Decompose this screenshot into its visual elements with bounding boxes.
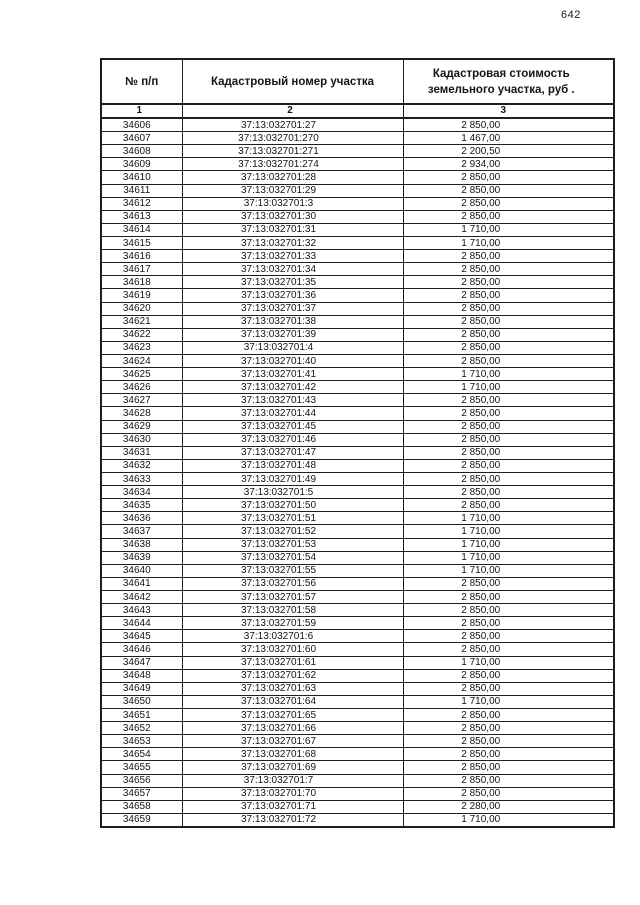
table-row <box>101 302 614 315</box>
row-number-cell: 34612 <box>101 197 182 210</box>
row-number-cell: 34610 <box>101 171 182 184</box>
cadastral-value-cell: 2 280,00 <box>403 800 614 813</box>
table-row <box>101 682 614 695</box>
header-cadastral-number: Кадастровый номер участка <box>182 59 403 104</box>
cadastral-number-cell: 37:13:032701:54 <box>182 551 403 564</box>
table-row <box>101 223 614 236</box>
cadastral-value-cell: 2 850,00 <box>403 459 614 472</box>
row-number-cell: 34628 <box>101 407 182 420</box>
cadastral-number-cell: 37:13:032701:34 <box>182 263 403 276</box>
table-row <box>101 499 614 512</box>
table-row <box>101 446 614 459</box>
row-number-cell: 34619 <box>101 289 182 302</box>
cadastral-value-cell: 2 850,00 <box>403 446 614 459</box>
column-number-1: 1 <box>101 104 182 118</box>
row-number-cell: 34646 <box>101 643 182 656</box>
cadastral-number-cell: 37:13:032701:68 <box>182 748 403 761</box>
cadastral-value-cell: 2 850,00 <box>403 499 614 512</box>
cadastral-number-cell: 37:13:032701:67 <box>182 735 403 748</box>
cadastral-value-cell: 2 850,00 <box>403 486 614 499</box>
cadastral-value-cell: 2 850,00 <box>403 328 614 341</box>
cadastral-value-cell: 2 850,00 <box>403 420 614 433</box>
row-number-cell: 34617 <box>101 263 182 276</box>
cadastral-value-cell: 2 850,00 <box>403 276 614 289</box>
cadastral-number-cell: 37:13:032701:36 <box>182 289 403 302</box>
cadastral-number-cell: 37:13:032701:59 <box>182 617 403 630</box>
table-row <box>101 433 614 446</box>
cadastral-value-cell: 2 850,00 <box>403 263 614 276</box>
cadastral-number-cell: 37:13:032701:62 <box>182 669 403 682</box>
table-row <box>101 761 614 774</box>
row-number-cell: 34623 <box>101 341 182 354</box>
cadastral-number-cell: 37:13:032701:49 <box>182 472 403 485</box>
cadastral-number-cell: 37:13:032701:7 <box>182 774 403 787</box>
row-number-cell: 34644 <box>101 617 182 630</box>
cadastral-value-cell: 2 850,00 <box>403 774 614 787</box>
cadastral-value-cell: 2 850,00 <box>403 735 614 748</box>
row-number-cell: 34643 <box>101 604 182 617</box>
cadastral-value-cell: 2 850,00 <box>403 630 614 643</box>
row-number-cell: 34608 <box>101 145 182 158</box>
cadastral-value-cell: 2 850,00 <box>403 250 614 263</box>
cadastral-value-cell: 1 710,00 <box>403 512 614 525</box>
cadastral-number-cell: 37:13:032701:48 <box>182 459 403 472</box>
table-row <box>101 748 614 761</box>
table-row <box>101 315 614 328</box>
row-number-cell: 34637 <box>101 525 182 538</box>
row-number-cell: 34648 <box>101 669 182 682</box>
row-number-cell: 34632 <box>101 459 182 472</box>
row-number-cell: 34611 <box>101 184 182 197</box>
row-number-cell: 34657 <box>101 787 182 800</box>
row-number-cell: 34630 <box>101 433 182 446</box>
table-row <box>101 813 614 827</box>
cadastral-value-cell: 1 710,00 <box>403 525 614 538</box>
cadastral-value-cell: 2 850,00 <box>403 407 614 420</box>
cadastral-number-cell: 37:13:032701:271 <box>182 145 403 158</box>
cadastral-number-cell: 37:13:032701:55 <box>182 564 403 577</box>
cadastral-number-cell: 37:13:032701:29 <box>182 184 403 197</box>
cadastral-value-cell: 2 850,00 <box>403 394 614 407</box>
cadastral-value-cell: 2 850,00 <box>403 210 614 223</box>
row-number-cell: 34629 <box>101 420 182 433</box>
column-number-3: 3 <box>403 104 614 118</box>
cadastral-number-cell: 37:13:032701:6 <box>182 630 403 643</box>
row-number-cell: 34627 <box>101 394 182 407</box>
cadastral-number-cell: 37:13:032701:65 <box>182 708 403 721</box>
cadastral-number-cell: 37:13:032701:64 <box>182 695 403 708</box>
row-number-cell: 34640 <box>101 564 182 577</box>
table-row <box>101 184 614 197</box>
cadastral-value-cell: 1 710,00 <box>403 564 614 577</box>
cadastral-table <box>100 58 615 828</box>
cadastral-value-cell: 1 710,00 <box>403 223 614 236</box>
table-row <box>101 722 614 735</box>
row-number-cell: 34651 <box>101 708 182 721</box>
header-cadastral-value-line1: Кадастровая стоимость <box>432 67 570 80</box>
row-number-cell: 34654 <box>101 748 182 761</box>
cadastral-number-cell: 37:13:032701:58 <box>182 604 403 617</box>
cadastral-number-cell: 37:13:032701:43 <box>182 394 403 407</box>
cadastral-value-cell: 2 850,00 <box>403 197 614 210</box>
cadastral-value-cell: 2 850,00 <box>403 748 614 761</box>
cadastral-number-cell: 37:13:032701:63 <box>182 682 403 695</box>
header-cadastral-value <box>403 59 614 104</box>
column-number-2: 2 <box>182 104 403 118</box>
row-number-cell: 34658 <box>101 800 182 813</box>
cadastral-number-cell: 37:13:032701:60 <box>182 643 403 656</box>
table-row <box>101 381 614 394</box>
header-cadastral-value-line2: земельного участка, руб . <box>427 83 575 96</box>
row-number-cell: 34642 <box>101 590 182 603</box>
cadastral-number-cell: 37:13:032701:27 <box>182 118 403 132</box>
cadastral-number-cell: 37:13:032701:30 <box>182 210 403 223</box>
page-number: 642 <box>561 9 581 21</box>
cadastral-number-cell: 37:13:032701:52 <box>182 525 403 538</box>
table-row <box>101 669 614 682</box>
row-number-cell: 34614 <box>101 223 182 236</box>
table-row <box>101 145 614 158</box>
table-row <box>101 368 614 381</box>
table-row <box>101 394 614 407</box>
table-row <box>101 250 614 263</box>
cadastral-number-cell: 37:13:032701:3 <box>182 197 403 210</box>
cadastral-value-cell: 2 850,00 <box>403 708 614 721</box>
row-number-cell: 34656 <box>101 774 182 787</box>
cadastral-number-cell: 37:13:032701:37 <box>182 302 403 315</box>
row-number-cell: 34626 <box>101 381 182 394</box>
row-number-cell: 34616 <box>101 250 182 263</box>
table-row <box>101 132 614 145</box>
cadastral-value-cell: 1 467,00 <box>403 132 614 145</box>
table-row <box>101 656 614 669</box>
cadastral-value-cell: 1 710,00 <box>403 551 614 564</box>
table-row <box>101 774 614 787</box>
row-number-cell: 34624 <box>101 355 182 368</box>
cadastral-value-cell: 2 850,00 <box>403 472 614 485</box>
cadastral-value-cell: 2 850,00 <box>403 590 614 603</box>
table-row <box>101 787 614 800</box>
cadastral-value-cell: 1 710,00 <box>403 538 614 551</box>
cadastral-number-cell: 37:13:032701:28 <box>182 171 403 184</box>
cadastral-number-cell: 37:13:032701:42 <box>182 381 403 394</box>
table-row <box>101 695 614 708</box>
table-row <box>101 617 614 630</box>
row-number-cell: 34607 <box>101 132 182 145</box>
table-row <box>101 355 614 368</box>
cadastral-number-cell: 37:13:032701:38 <box>182 315 403 328</box>
cadastral-value-cell: 2 850,00 <box>403 118 614 132</box>
cadastral-value-cell: 2 200,50 <box>403 145 614 158</box>
row-number-cell: 34645 <box>101 630 182 643</box>
cadastral-value-cell: 2 850,00 <box>403 184 614 197</box>
row-number-cell: 34652 <box>101 722 182 735</box>
cadastral-number-cell: 37:13:032701:69 <box>182 761 403 774</box>
cadastral-number-cell: 37:13:032701:50 <box>182 499 403 512</box>
table-header-row <box>101 59 614 104</box>
row-number-cell: 34649 <box>101 682 182 695</box>
table-row <box>101 800 614 813</box>
cadastral-value-cell: 1 710,00 <box>403 381 614 394</box>
cadastral-value-cell: 1 710,00 <box>403 656 614 669</box>
cadastral-number-cell: 37:13:032701:53 <box>182 538 403 551</box>
cadastral-number-cell: 37:13:032701:71 <box>182 800 403 813</box>
cadastral-value-cell: 2 850,00 <box>403 433 614 446</box>
table-row <box>101 472 614 485</box>
table-row <box>101 158 614 171</box>
table-row <box>101 708 614 721</box>
table-header <box>101 59 614 118</box>
cadastral-number-cell: 37:13:032701:32 <box>182 237 403 250</box>
row-number-cell: 34641 <box>101 577 182 590</box>
table-row <box>101 237 614 250</box>
row-number-cell: 34634 <box>101 486 182 499</box>
cadastral-number-cell: 37:13:032701:33 <box>182 250 403 263</box>
table-row <box>101 420 614 433</box>
row-number-cell: 34613 <box>101 210 182 223</box>
cadastral-number-cell: 37:13:032701:270 <box>182 132 403 145</box>
table-row <box>101 197 614 210</box>
row-number-cell: 34633 <box>101 472 182 485</box>
row-number-cell: 34650 <box>101 695 182 708</box>
row-number-cell: 34621 <box>101 315 182 328</box>
row-number-cell: 34647 <box>101 656 182 669</box>
table-row <box>101 210 614 223</box>
table-row <box>101 118 614 132</box>
row-number-cell: 34639 <box>101 551 182 564</box>
cadastral-number-cell: 37:13:032701:57 <box>182 590 403 603</box>
cadastral-value-cell: 2 850,00 <box>403 787 614 800</box>
cadastral-number-cell: 37:13:032701:61 <box>182 656 403 669</box>
cadastral-value-cell: 2 850,00 <box>403 341 614 354</box>
table-row <box>101 328 614 341</box>
table-row <box>101 263 614 276</box>
table-row <box>101 276 614 289</box>
cadastral-value-cell: 2 850,00 <box>403 604 614 617</box>
cadastral-value-cell: 2 850,00 <box>403 643 614 656</box>
cadastral-value-cell: 2 850,00 <box>403 761 614 774</box>
cadastral-value-cell: 2 850,00 <box>403 577 614 590</box>
table-row <box>101 341 614 354</box>
header-row-number: № п/п <box>101 59 182 104</box>
cadastral-number-cell: 37:13:032701:4 <box>182 341 403 354</box>
cadastral-number-cell: 37:13:032701:274 <box>182 158 403 171</box>
row-number-cell: 34653 <box>101 735 182 748</box>
cadastral-number-cell: 37:13:032701:70 <box>182 787 403 800</box>
table-row <box>101 512 614 525</box>
row-number-cell: 34659 <box>101 813 182 827</box>
row-number-cell: 34638 <box>101 538 182 551</box>
table-row <box>101 551 614 564</box>
cadastral-value-cell: 2 850,00 <box>403 355 614 368</box>
table-row <box>101 564 614 577</box>
cadastral-value-cell: 2 850,00 <box>403 682 614 695</box>
cadastral-number-cell: 37:13:032701:66 <box>182 722 403 735</box>
cadastral-number-cell: 37:13:032701:72 <box>182 813 403 827</box>
row-number-cell: 34655 <box>101 761 182 774</box>
cadastral-number-cell: 37:13:032701:35 <box>182 276 403 289</box>
row-number-cell: 34635 <box>101 499 182 512</box>
cadastral-value-cell: 2 850,00 <box>403 722 614 735</box>
cadastral-number-cell: 37:13:032701:51 <box>182 512 403 525</box>
cadastral-value-cell: 2 850,00 <box>403 669 614 682</box>
table-row <box>101 577 614 590</box>
table-row <box>101 630 614 643</box>
cadastral-number-cell: 37:13:032701:45 <box>182 420 403 433</box>
cadastral-number-cell: 37:13:032701:5 <box>182 486 403 499</box>
table-row <box>101 525 614 538</box>
row-number-cell: 34622 <box>101 328 182 341</box>
table-body <box>101 118 614 827</box>
table-row <box>101 604 614 617</box>
table-row <box>101 735 614 748</box>
cadastral-number-cell: 37:13:032701:40 <box>182 355 403 368</box>
cadastral-value-cell: 1 710,00 <box>403 368 614 381</box>
table-row <box>101 538 614 551</box>
table-row <box>101 289 614 302</box>
cadastral-number-cell: 37:13:032701:44 <box>182 407 403 420</box>
row-number-cell: 34631 <box>101 446 182 459</box>
cadastral-value-cell: 1 710,00 <box>403 813 614 827</box>
cadastral-value-cell: 2 850,00 <box>403 617 614 630</box>
table-row <box>101 590 614 603</box>
row-number-cell: 34609 <box>101 158 182 171</box>
cadastral-number-cell: 37:13:032701:31 <box>182 223 403 236</box>
table-row <box>101 171 614 184</box>
table-row <box>101 643 614 656</box>
cadastral-number-cell: 37:13:032701:46 <box>182 433 403 446</box>
cadastral-value-cell: 2 934,00 <box>403 158 614 171</box>
cadastral-value-cell: 2 850,00 <box>403 289 614 302</box>
table-row <box>101 459 614 472</box>
cadastral-value-cell: 2 850,00 <box>403 302 614 315</box>
table-row <box>101 407 614 420</box>
row-number-cell: 34636 <box>101 512 182 525</box>
column-number-row <box>101 104 614 118</box>
table-row <box>101 486 614 499</box>
row-number-cell: 34620 <box>101 302 182 315</box>
row-number-cell: 34606 <box>101 118 182 132</box>
cadastral-number-cell: 37:13:032701:47 <box>182 446 403 459</box>
cadastral-value-cell: 1 710,00 <box>403 695 614 708</box>
cadastral-number-cell: 37:13:032701:39 <box>182 328 403 341</box>
cadastral-number-cell: 37:13:032701:41 <box>182 368 403 381</box>
row-number-cell: 34618 <box>101 276 182 289</box>
cadastral-value-cell: 2 850,00 <box>403 171 614 184</box>
cadastral-value-cell: 1 710,00 <box>403 237 614 250</box>
row-number-cell: 34615 <box>101 237 182 250</box>
cadastral-number-cell: 37:13:032701:56 <box>182 577 403 590</box>
cadastral-value-cell: 2 850,00 <box>403 315 614 328</box>
row-number-cell: 34625 <box>101 368 182 381</box>
